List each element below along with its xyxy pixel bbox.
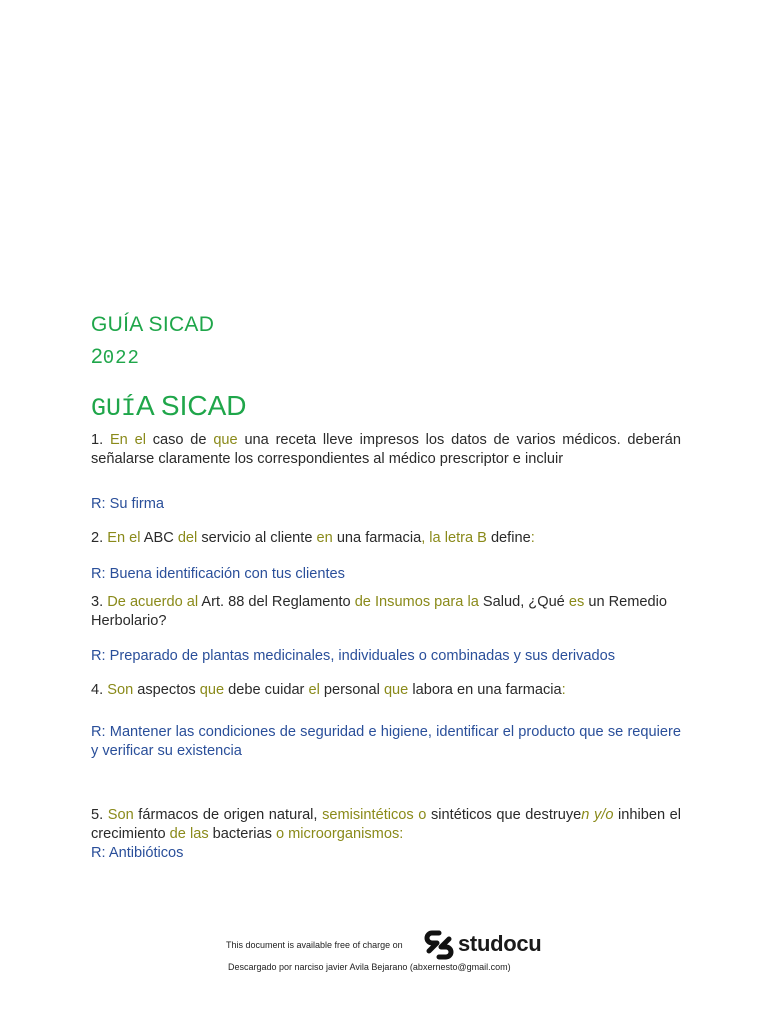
- q5-part: inhiben el crecimiento: [91, 807, 682, 842]
- answer-4: R: Mantener las condiciones de seguridad e higiene, identificar el producto que se requiere y verificar su existencia: [91, 724, 681, 759]
- q5-part: bacterias: [208, 826, 276, 842]
- q3-number: 3.: [91, 594, 108, 610]
- q1-part: En el: [109, 432, 146, 448]
- answer-1: R: Su firma: [91, 496, 164, 512]
- q3-part: de Insumos para la: [354, 594, 479, 610]
- guide-title: GUÍA SICAD: [91, 313, 215, 336]
- question-1: [91, 431, 681, 469]
- q2-part: en: [316, 530, 333, 546]
- q1-part: caso de: [145, 432, 214, 448]
- q4-part: labora en una farmacia: [408, 682, 562, 698]
- q4-part: que: [199, 682, 225, 698]
- year-rest: 022: [102, 347, 140, 369]
- guide-year: [91, 345, 140, 369]
- q2-number: 2.: [91, 530, 108, 546]
- q5-number: 5.: [91, 807, 108, 823]
- q5-part: Son: [107, 807, 134, 823]
- q5-part: fármacos de origen natural,: [133, 807, 323, 823]
- year-first-digit: 2: [91, 345, 103, 368]
- studocu-brand[interactable]: studocu: [458, 931, 542, 956]
- q3-part: es: [568, 594, 585, 610]
- q4-part: personal: [319, 682, 384, 698]
- q3-part: un Remedio Herbolario?: [91, 594, 668, 629]
- answer-5: R: Antibióticos: [91, 845, 184, 861]
- q2-part: :: [530, 530, 535, 546]
- answer-2: R: Buena identificación con tus clientes: [91, 566, 345, 582]
- q4-number: 4.: [91, 682, 108, 698]
- q2-part: En el: [107, 530, 141, 546]
- q3-part: Art. 88 del Reglamento: [198, 594, 355, 610]
- page-title-rest: A SICAD: [136, 390, 247, 421]
- q1-part: que: [213, 432, 238, 448]
- q4-part: Son: [107, 682, 134, 698]
- question-4: [91, 681, 681, 700]
- q1-part: una receta lleve impresos los datos de varios médicos. deberán señalarse claramente los correspondientes al médico prescriptor e incluir: [91, 432, 681, 467]
- q5-part: o: [418, 807, 427, 823]
- q5-part: sintéticos que destruye: [426, 807, 582, 823]
- q1-number: 1.: [91, 432, 110, 448]
- q4-part: aspectos: [133, 682, 200, 698]
- studocu-logo-icon[interactable]: [424, 930, 454, 965]
- q3-part: Salud, ¿Qué: [478, 594, 569, 610]
- q4-part: que: [383, 682, 409, 698]
- q4-part: el: [308, 682, 320, 698]
- q2-part: define: [486, 530, 531, 546]
- q5-part: semisintéticos: [322, 807, 414, 823]
- q2-part: ABC: [140, 530, 178, 546]
- question-5: [91, 806, 681, 844]
- answer-3: R: Preparado de plantas medicinales, individuales o combinadas y sus derivados: [91, 648, 616, 664]
- question-3: [91, 593, 681, 631]
- q5-part: n y/o: [581, 807, 614, 823]
- footer-availability-text: This document is available free of charge on: [226, 940, 403, 950]
- q3-part: De acuerdo al: [107, 594, 199, 610]
- q5-part: de las: [169, 826, 209, 842]
- page-title-mono: GUÍ: [91, 394, 137, 423]
- q5-part: o: [275, 826, 285, 842]
- q5-part: microorganismos:: [284, 826, 404, 842]
- q2-part: del: [177, 530, 198, 546]
- q2-part: servicio al cliente: [197, 530, 317, 546]
- question-2: [91, 529, 681, 548]
- page-title: [91, 390, 247, 423]
- footer-download-text: Descargado por narciso javier Avila Bejarano (abxernesto@gmail.com): [228, 962, 511, 972]
- q4-part: :: [561, 682, 566, 698]
- q2-part: una farmacia: [332, 530, 422, 546]
- q4-part: debe cuidar: [224, 682, 309, 698]
- q2-part: , la letra B: [421, 530, 487, 546]
